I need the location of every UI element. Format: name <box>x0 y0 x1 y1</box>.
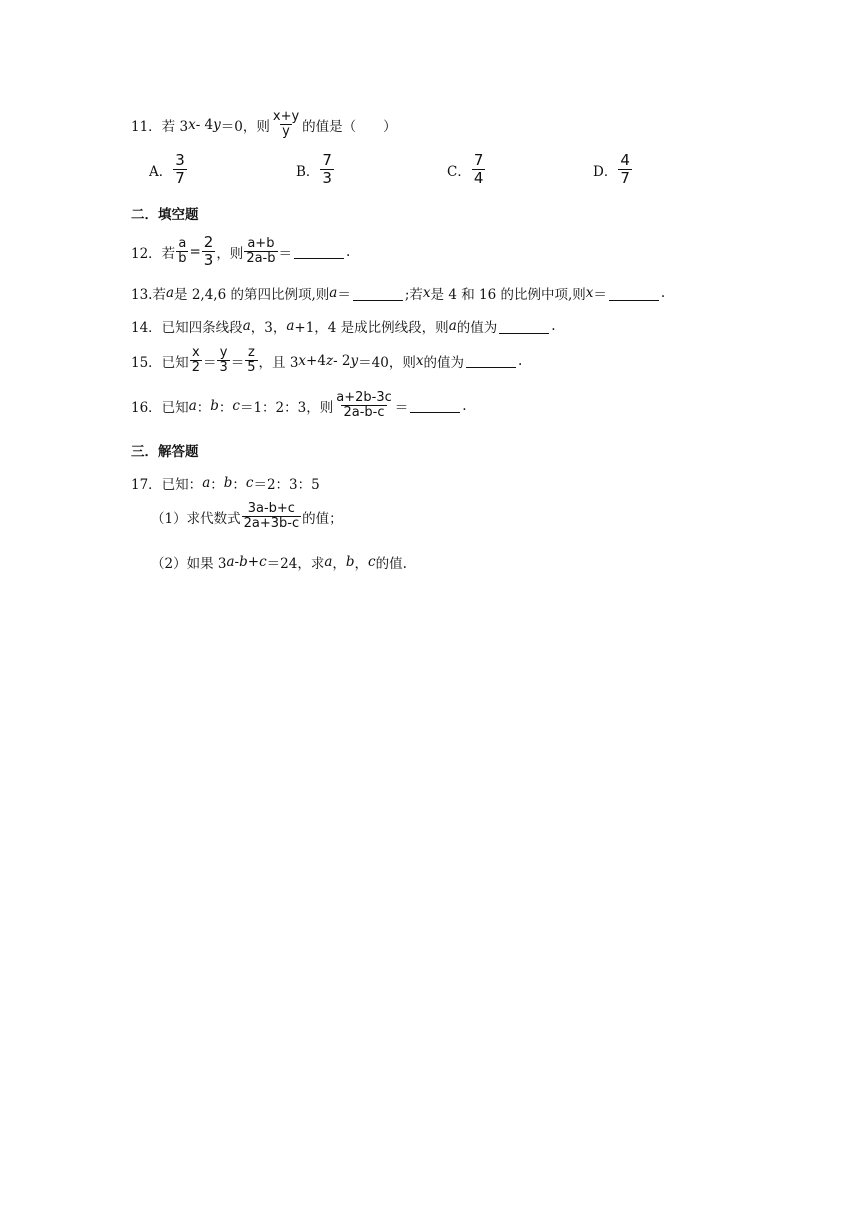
answer-blank[interactable] <box>294 244 344 259</box>
section-heading-fill-in: 二．填空题 <box>131 207 199 223</box>
var-a: a <box>286 318 295 334</box>
option-fraction <box>320 152 334 187</box>
option-fraction <box>618 152 632 187</box>
option-fraction <box>472 152 486 187</box>
equals-sign: ＝ <box>202 354 217 371</box>
fraction-denominator: 5 <box>247 360 256 375</box>
q17-sub2-text: ， <box>332 556 346 572</box>
q17-sub2-text: ， <box>354 556 369 572</box>
var-a: a <box>324 554 333 570</box>
answer-blank[interactable] <box>410 398 460 413</box>
var-b: b <box>223 475 233 491</box>
equals-sign: = <box>189 243 201 260</box>
q11-stem-prefix: 11．若 3 <box>131 118 189 135</box>
option-label: D． <box>593 163 618 180</box>
period: . <box>660 285 666 301</box>
answer-blank[interactable] <box>353 286 403 301</box>
q15-text: 的值为 <box>423 354 464 371</box>
var-z: z <box>325 352 334 369</box>
var-x: x <box>585 285 594 301</box>
q11-stem-mid: - 4 <box>195 116 214 133</box>
fraction-numerator: a+b <box>247 236 275 251</box>
fraction-numerator: x+y <box>272 109 300 124</box>
var-a: a <box>188 397 197 414</box>
fraction-numerator: 3 <box>175 151 185 169</box>
q16-text: ＝1：2：3，则 <box>239 399 334 416</box>
var-c: c <box>232 397 240 414</box>
equals-sign: ＝ <box>230 354 245 371</box>
equals-sign: ＝ <box>278 245 292 262</box>
var-a: a <box>448 318 457 334</box>
question-16 <box>131 391 467 420</box>
q11-stem-eq: ＝0，则 <box>220 118 270 135</box>
var-y: y <box>350 352 359 369</box>
var-c: c <box>245 475 254 491</box>
q14-text: ，3， <box>250 320 287 336</box>
equals-sign: ＝ <box>593 287 607 303</box>
q17-sub1-text: 的值； <box>302 510 343 527</box>
option-c <box>447 152 486 187</box>
fraction-denominator: 2 <box>191 360 200 375</box>
fraction-denominator: 7 <box>175 169 185 187</box>
q15-text: ，且 3 <box>258 354 299 371</box>
q14-text: 14．已知四条线段 <box>131 320 243 336</box>
option-b <box>296 152 335 187</box>
q15-text: - 2 <box>333 352 351 369</box>
fraction-denominator: 4 <box>473 169 484 187</box>
var-a: a <box>329 285 338 301</box>
colon: ： <box>218 399 233 416</box>
colon: ： <box>210 477 224 493</box>
question-17-part-2 <box>151 552 407 572</box>
q12-fraction-1 <box>176 237 188 266</box>
fraction-denominator: 2a+3b-c <box>243 516 300 531</box>
colon: ： <box>196 399 211 416</box>
fraction-denominator: b <box>178 251 187 266</box>
q11-stem-tail: 的值是（ ） <box>302 118 397 135</box>
q17-sub2-text: - <box>234 554 240 570</box>
var-x: x <box>422 285 431 301</box>
fraction-numerator: y <box>219 345 228 360</box>
fraction-numerator: z <box>247 345 255 360</box>
q17-sub1-text: （1）求代数式 <box>151 510 241 527</box>
q15-text: +4 <box>306 352 326 369</box>
var-b: b <box>210 397 219 414</box>
q17-sub2-text: 的值. <box>375 556 407 572</box>
q14-text: 的值为 <box>456 320 498 336</box>
option-label: B． <box>296 163 320 180</box>
var-a: a <box>226 554 235 570</box>
answer-blank[interactable] <box>499 319 549 334</box>
var-y: y <box>213 116 221 133</box>
option-label: C． <box>447 163 471 180</box>
fraction-numerator: 7 <box>322 151 332 169</box>
equals-sign: ＝ <box>394 399 409 416</box>
section-heading-solve: 三．解答题 <box>131 444 199 460</box>
q17-sub2-text: + <box>247 554 260 570</box>
q17-text: 17．已知： <box>131 477 203 493</box>
question-17-part-1 <box>151 502 343 531</box>
answer-blank[interactable] <box>609 286 659 301</box>
fraction-numerator: x <box>191 345 200 360</box>
period: . <box>517 352 523 369</box>
fraction-denominator: y <box>282 124 290 139</box>
q13-text: 是 2,4,6 的第四比例项,则 <box>174 287 330 303</box>
option-d <box>593 152 633 187</box>
fraction-numerator: a <box>178 236 187 251</box>
fraction-numerator: 7 <box>473 151 484 169</box>
var-c: c <box>259 554 267 570</box>
q12-then: ，则 <box>216 245 244 262</box>
fraction-denominator: 2a-b <box>246 251 276 266</box>
question-17 <box>131 473 320 493</box>
fraction-numerator: 4 <box>620 151 630 169</box>
q15-fraction-z <box>245 346 257 375</box>
q16-text: 16．已知 <box>131 399 189 416</box>
question-13 <box>131 283 665 303</box>
period: . <box>462 397 467 414</box>
q17-sub2-text: ＝24，求 <box>266 556 325 572</box>
q17-sub2-text: （2）如果 3 <box>151 556 227 572</box>
question-14 <box>131 316 556 336</box>
period: . <box>346 243 351 260</box>
var-b: b <box>239 554 248 570</box>
q13-text: 是 4 和 16 的比例中项,则 <box>430 287 586 303</box>
equals-sign: ＝ <box>337 287 351 303</box>
fraction-denominator: 7 <box>620 169 630 187</box>
option-a <box>149 152 188 187</box>
option-label: A． <box>149 163 173 180</box>
q12-fraction-2 <box>202 234 216 269</box>
var-c: c <box>368 554 376 570</box>
fraction-numerator: a+2b-3c <box>336 390 392 405</box>
option-fraction <box>173 152 187 187</box>
q12-prefix: 12．若 <box>131 245 176 262</box>
q15-fraction-y <box>217 346 229 375</box>
question-15 <box>131 346 522 375</box>
var-x: x <box>298 352 307 369</box>
q14-text: +1，4 是成比例线段，则 <box>294 320 449 336</box>
q15-fraction-x <box>190 346 202 375</box>
fraction-denominator: 3 <box>203 251 214 269</box>
q15-text: 15．已知 <box>131 354 189 371</box>
var-b: b <box>345 554 355 570</box>
q17-text: ＝2：3：5 <box>253 477 320 493</box>
q11-fraction <box>271 110 301 139</box>
q17-fraction <box>242 502 302 531</box>
var-a: a <box>202 475 211 491</box>
fraction-denominator: 2a-b-c <box>343 405 385 420</box>
var-a: a <box>242 318 251 334</box>
fraction-numerator: 3a-b+c <box>247 501 295 516</box>
answer-blank[interactable] <box>466 353 516 368</box>
q16-fraction <box>334 391 394 420</box>
question-11 <box>131 110 397 139</box>
var-a: a <box>165 285 175 301</box>
var-x: x <box>188 116 196 133</box>
question-12 <box>131 234 350 269</box>
fraction-denominator: 3 <box>322 169 332 187</box>
fraction-denominator: 3 <box>219 360 228 375</box>
q15-text: ＝40，则 <box>358 354 416 371</box>
period: . <box>551 318 556 334</box>
q13-text: ;若 <box>404 287 423 303</box>
fraction-numerator: 2 <box>203 233 214 251</box>
var-x: x <box>415 352 424 369</box>
q13-text: 13.若 <box>131 287 166 303</box>
q12-fraction-3 <box>244 237 277 266</box>
colon: ： <box>232 477 246 493</box>
